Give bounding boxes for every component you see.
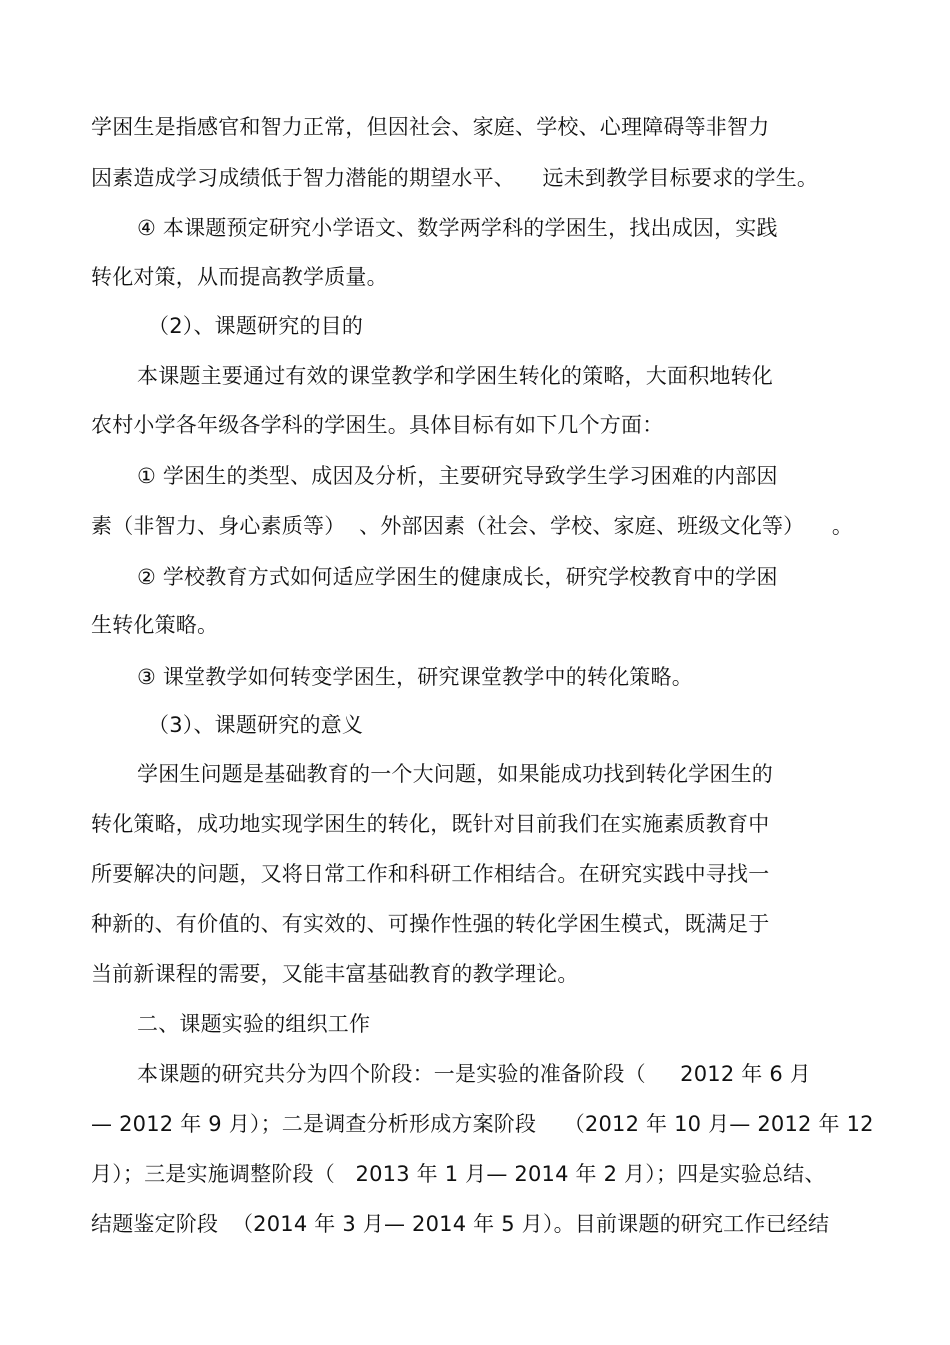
paragraph-line: ② 学校教育方式如何适应学困生的健康成长，研究学校教育中的学困 (137, 565, 778, 589)
paragraph-line: 素（非智力、身心素质等） 、外部因素（社会、学校、家庭、班级文化等） 。 (91, 514, 854, 538)
paragraph-line: 种新的、有价值的、有实效的、可操作性强的转化学困生模式，既满足于 (91, 912, 770, 936)
paragraph-line: 因素造成学习成绩低于智力潜能的期望水平、 远未到教学目标要求的学生。 (91, 166, 819, 190)
paragraph-line: 当前新课程的需要，又能丰富基础教育的教学理论。 (91, 962, 579, 986)
paragraph-line: 农村小学各年级各学科的学困生。具体目标有如下几个方面： (91, 413, 664, 437)
paragraph-line: 所要解决的问题，又将日常工作和科研工作相结合。在研究实践中寻找一 (91, 862, 770, 886)
section-heading: （3）、课题研究的意义 (148, 713, 364, 737)
paragraph-line: ③ 课堂教学如何转变学困生，研究课堂教学中的转化策略。 (137, 665, 693, 689)
paragraph-line: ④ 本课题预定研究小学语文、数学两学科的学困生，找出成因，实践 (137, 216, 778, 240)
paragraph-line: 学困生问题是基础教育的一个大问题，如果能成功找到转化学困生的 (137, 762, 773, 786)
paragraph-line: 本课题主要通过有效的课堂教学和学困生转化的策略，大面积地转化 (137, 364, 773, 388)
paragraph-line: 转化策略，成功地实现学困生的转化，既针对目前我们在实施素质教育中 (91, 812, 770, 836)
paragraph-line: 本课题的研究共分为四个阶段：一是实验的准备阶段（ 2012 年 6 月 (137, 1062, 812, 1086)
paragraph-line: 月）；三是实施调整阶段（ 2013 年 1 月— 2014 年 2 月）；四是实验总结、 (91, 1162, 826, 1186)
section-heading: （2）、课题研究的目的 (148, 314, 364, 338)
paragraph-line: 生转化策略。 (91, 613, 219, 637)
section-heading: 二、课题实验的组织工作 (137, 1012, 371, 1036)
paragraph-line: — 2012 年 9 月）；二是调查分析形成方案阶段 （2012 年 10 月— 2012 年 12 (91, 1112, 874, 1136)
paragraph-line: ① 学困生的类型、成因及分析，主要研究导致学生学习困难的内部因 (137, 464, 778, 488)
paragraph-line: 结题鉴定阶段 （2014 年 3 月— 2014 年 5 月）。目前课题的研究工作已经结 (91, 1212, 830, 1236)
paragraph-line: 转化对策，从而提高教学质量。 (91, 265, 388, 289)
paragraph-line: 学困生是指感官和智力正常，但因社会、家庭、学校、心理障碍等非智力 (91, 115, 770, 139)
